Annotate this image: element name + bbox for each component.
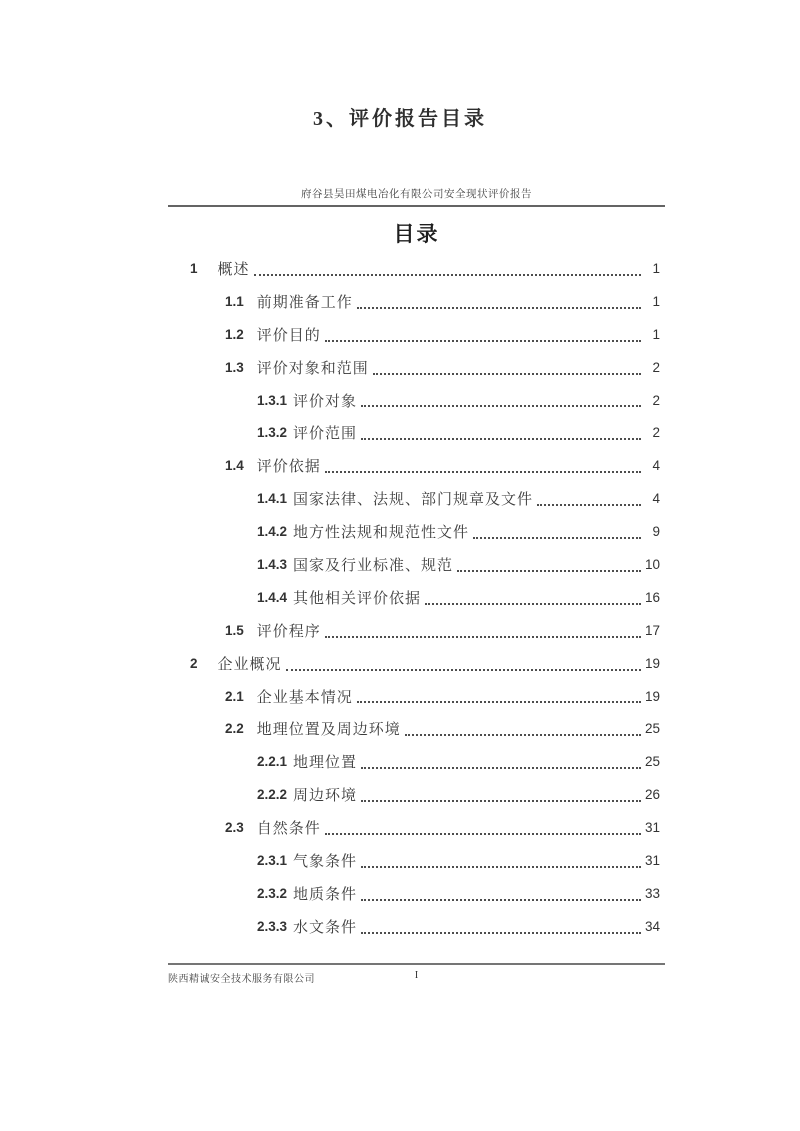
toc-entry-number: 1.4.1 <box>257 491 288 507</box>
toc-entry-title: 国家法律、法规、部门规章及文件 <box>293 492 534 509</box>
toc-entry-page: 4 <box>652 458 660 474</box>
toc-entry-number: 2 <box>190 655 198 671</box>
toc-entry-page: 25 <box>644 721 660 737</box>
toc-entry-page: 19 <box>644 655 660 671</box>
toc-entry-title: 评价程序 <box>256 623 321 640</box>
toc-entry-page: 1 <box>652 326 660 342</box>
toc-title: 目录 <box>393 222 440 246</box>
dot-leader <box>361 800 641 802</box>
toc-entry-page: 16 <box>644 589 660 605</box>
toc-entry <box>168 877 665 910</box>
toc-list <box>168 252 665 943</box>
dot-leader <box>286 669 641 671</box>
toc-entry-title: 评价对象 <box>293 393 358 410</box>
toc-entry-title: 企业基本情况 <box>256 689 353 706</box>
toc-entry-title: 地理位置 <box>293 755 358 772</box>
toc-entry <box>168 745 665 778</box>
footer-company: 陕西精诚安全技术服务有限公司 <box>168 974 315 985</box>
dot-leader <box>325 636 641 638</box>
toc-entry-title: 前期准备工作 <box>256 294 353 311</box>
toc-entry-number: 1.3.1 <box>257 392 288 408</box>
toc-entry-number: 1.3 <box>225 359 244 375</box>
toc-entry-page: 25 <box>644 754 660 770</box>
dot-leader <box>325 471 641 473</box>
toc-entry-title: 概述 <box>217 261 250 278</box>
dot-leader <box>361 932 641 934</box>
toc-entry-page: 1 <box>652 260 660 276</box>
dot-leader <box>373 373 641 375</box>
dot-leader <box>457 570 641 572</box>
toc-entry <box>168 811 665 844</box>
toc-entry-page: 17 <box>644 622 660 638</box>
dot-leader <box>357 307 641 309</box>
toc-entry-number: 2.3.2 <box>257 885 288 901</box>
toc-entry-page: 31 <box>644 820 660 836</box>
page-footer <box>168 963 665 985</box>
dot-leader <box>473 537 641 539</box>
dot-leader <box>254 274 641 276</box>
toc-entry-page: 31 <box>644 852 660 868</box>
toc-entry-number: 1.4.3 <box>257 556 288 572</box>
toc-entry-title: 地质条件 <box>293 886 358 903</box>
toc-entry-title: 地理位置及周边环境 <box>256 722 401 739</box>
toc-entry-title: 地方性法规和规范性文件 <box>293 525 470 542</box>
toc-entry-number: 2.3.1 <box>257 852 288 868</box>
toc-entry-number: 1 <box>190 260 198 276</box>
toc-entry-number: 1.5 <box>225 622 244 638</box>
toc-entry <box>168 581 665 614</box>
dot-leader <box>325 340 641 342</box>
dot-leader <box>325 833 641 835</box>
toc-entry <box>168 712 665 745</box>
dot-leader <box>537 504 641 506</box>
toc-entry-title: 企业概况 <box>217 656 282 673</box>
toc-entry-page: 2 <box>652 359 660 375</box>
dot-leader <box>361 899 641 901</box>
dot-leader <box>425 603 641 605</box>
toc-entry <box>168 647 665 680</box>
toc-entry-page: 9 <box>652 524 660 540</box>
toc-entry-title: 评价依据 <box>256 459 321 476</box>
toc-entry <box>168 351 665 384</box>
toc-entry <box>168 680 665 713</box>
toc-entry-number: 1.3.2 <box>257 425 288 441</box>
toc-entry-title: 自然条件 <box>256 821 321 838</box>
dot-leader <box>361 767 641 769</box>
section-title: 3、评价报告目录 <box>313 108 487 130</box>
toc-entry-page: 1 <box>652 293 660 309</box>
toc-entry <box>168 910 665 943</box>
toc-entry-number: 1.4.4 <box>257 589 288 605</box>
toc-entry-title: 国家及行业标准、规范 <box>293 557 454 574</box>
toc-entry <box>168 318 665 351</box>
page-header: 府谷县昊田煤电冶化有限公司安全现状评价报告 <box>168 186 665 207</box>
toc-entry-title: 评价对象和范围 <box>256 360 369 377</box>
toc-entry <box>168 614 665 647</box>
toc-entry-title: 其他相关评价依据 <box>293 590 422 607</box>
toc-entry-number: 1.4 <box>225 458 244 474</box>
toc-entry <box>168 416 665 449</box>
toc-entry-number: 1.4.2 <box>257 524 288 540</box>
toc-entry <box>168 285 665 318</box>
toc-entry-title: 水文条件 <box>293 919 358 936</box>
toc-entry-number: 1.2 <box>225 326 244 342</box>
toc-entry-page: 10 <box>644 556 660 572</box>
toc-entry-page: 2 <box>652 425 660 441</box>
toc-entry-page: 26 <box>644 787 660 803</box>
dot-leader <box>361 438 641 440</box>
toc-entry <box>168 384 665 417</box>
toc-entry-title: 气象条件 <box>293 853 358 870</box>
toc-entry-page: 19 <box>644 688 660 704</box>
toc-entry-number: 2.3.3 <box>257 918 288 934</box>
footer-page-number: I <box>414 970 419 981</box>
dot-leader <box>405 734 641 736</box>
toc-entry-page: 4 <box>652 491 660 507</box>
toc-entry <box>168 778 665 811</box>
toc-entry <box>168 515 665 548</box>
toc-entry-page: 34 <box>644 918 660 934</box>
toc-entry-page: 33 <box>644 885 660 901</box>
dot-leader <box>361 405 641 407</box>
toc-entry-number: 1.1 <box>225 293 244 309</box>
dot-leader <box>357 701 641 703</box>
toc-entry-number: 2.2 <box>225 721 244 737</box>
toc-entry <box>168 482 665 515</box>
toc-entry <box>168 548 665 581</box>
toc-entry-page: 2 <box>652 392 660 408</box>
toc-entry-number: 2.1 <box>225 688 244 704</box>
toc-entry <box>168 844 665 877</box>
dot-leader <box>361 866 641 868</box>
toc-entry-title: 评价目的 <box>256 327 321 344</box>
toc-entry <box>168 449 665 482</box>
toc-entry-title: 周边环境 <box>293 788 358 805</box>
toc-entry-title: 评价范围 <box>293 426 358 443</box>
toc-entry-number: 2.2.1 <box>257 754 288 770</box>
toc-entry <box>168 252 665 285</box>
toc-entry-number: 2.3 <box>225 820 244 836</box>
toc-entry-number: 2.2.2 <box>257 787 288 803</box>
